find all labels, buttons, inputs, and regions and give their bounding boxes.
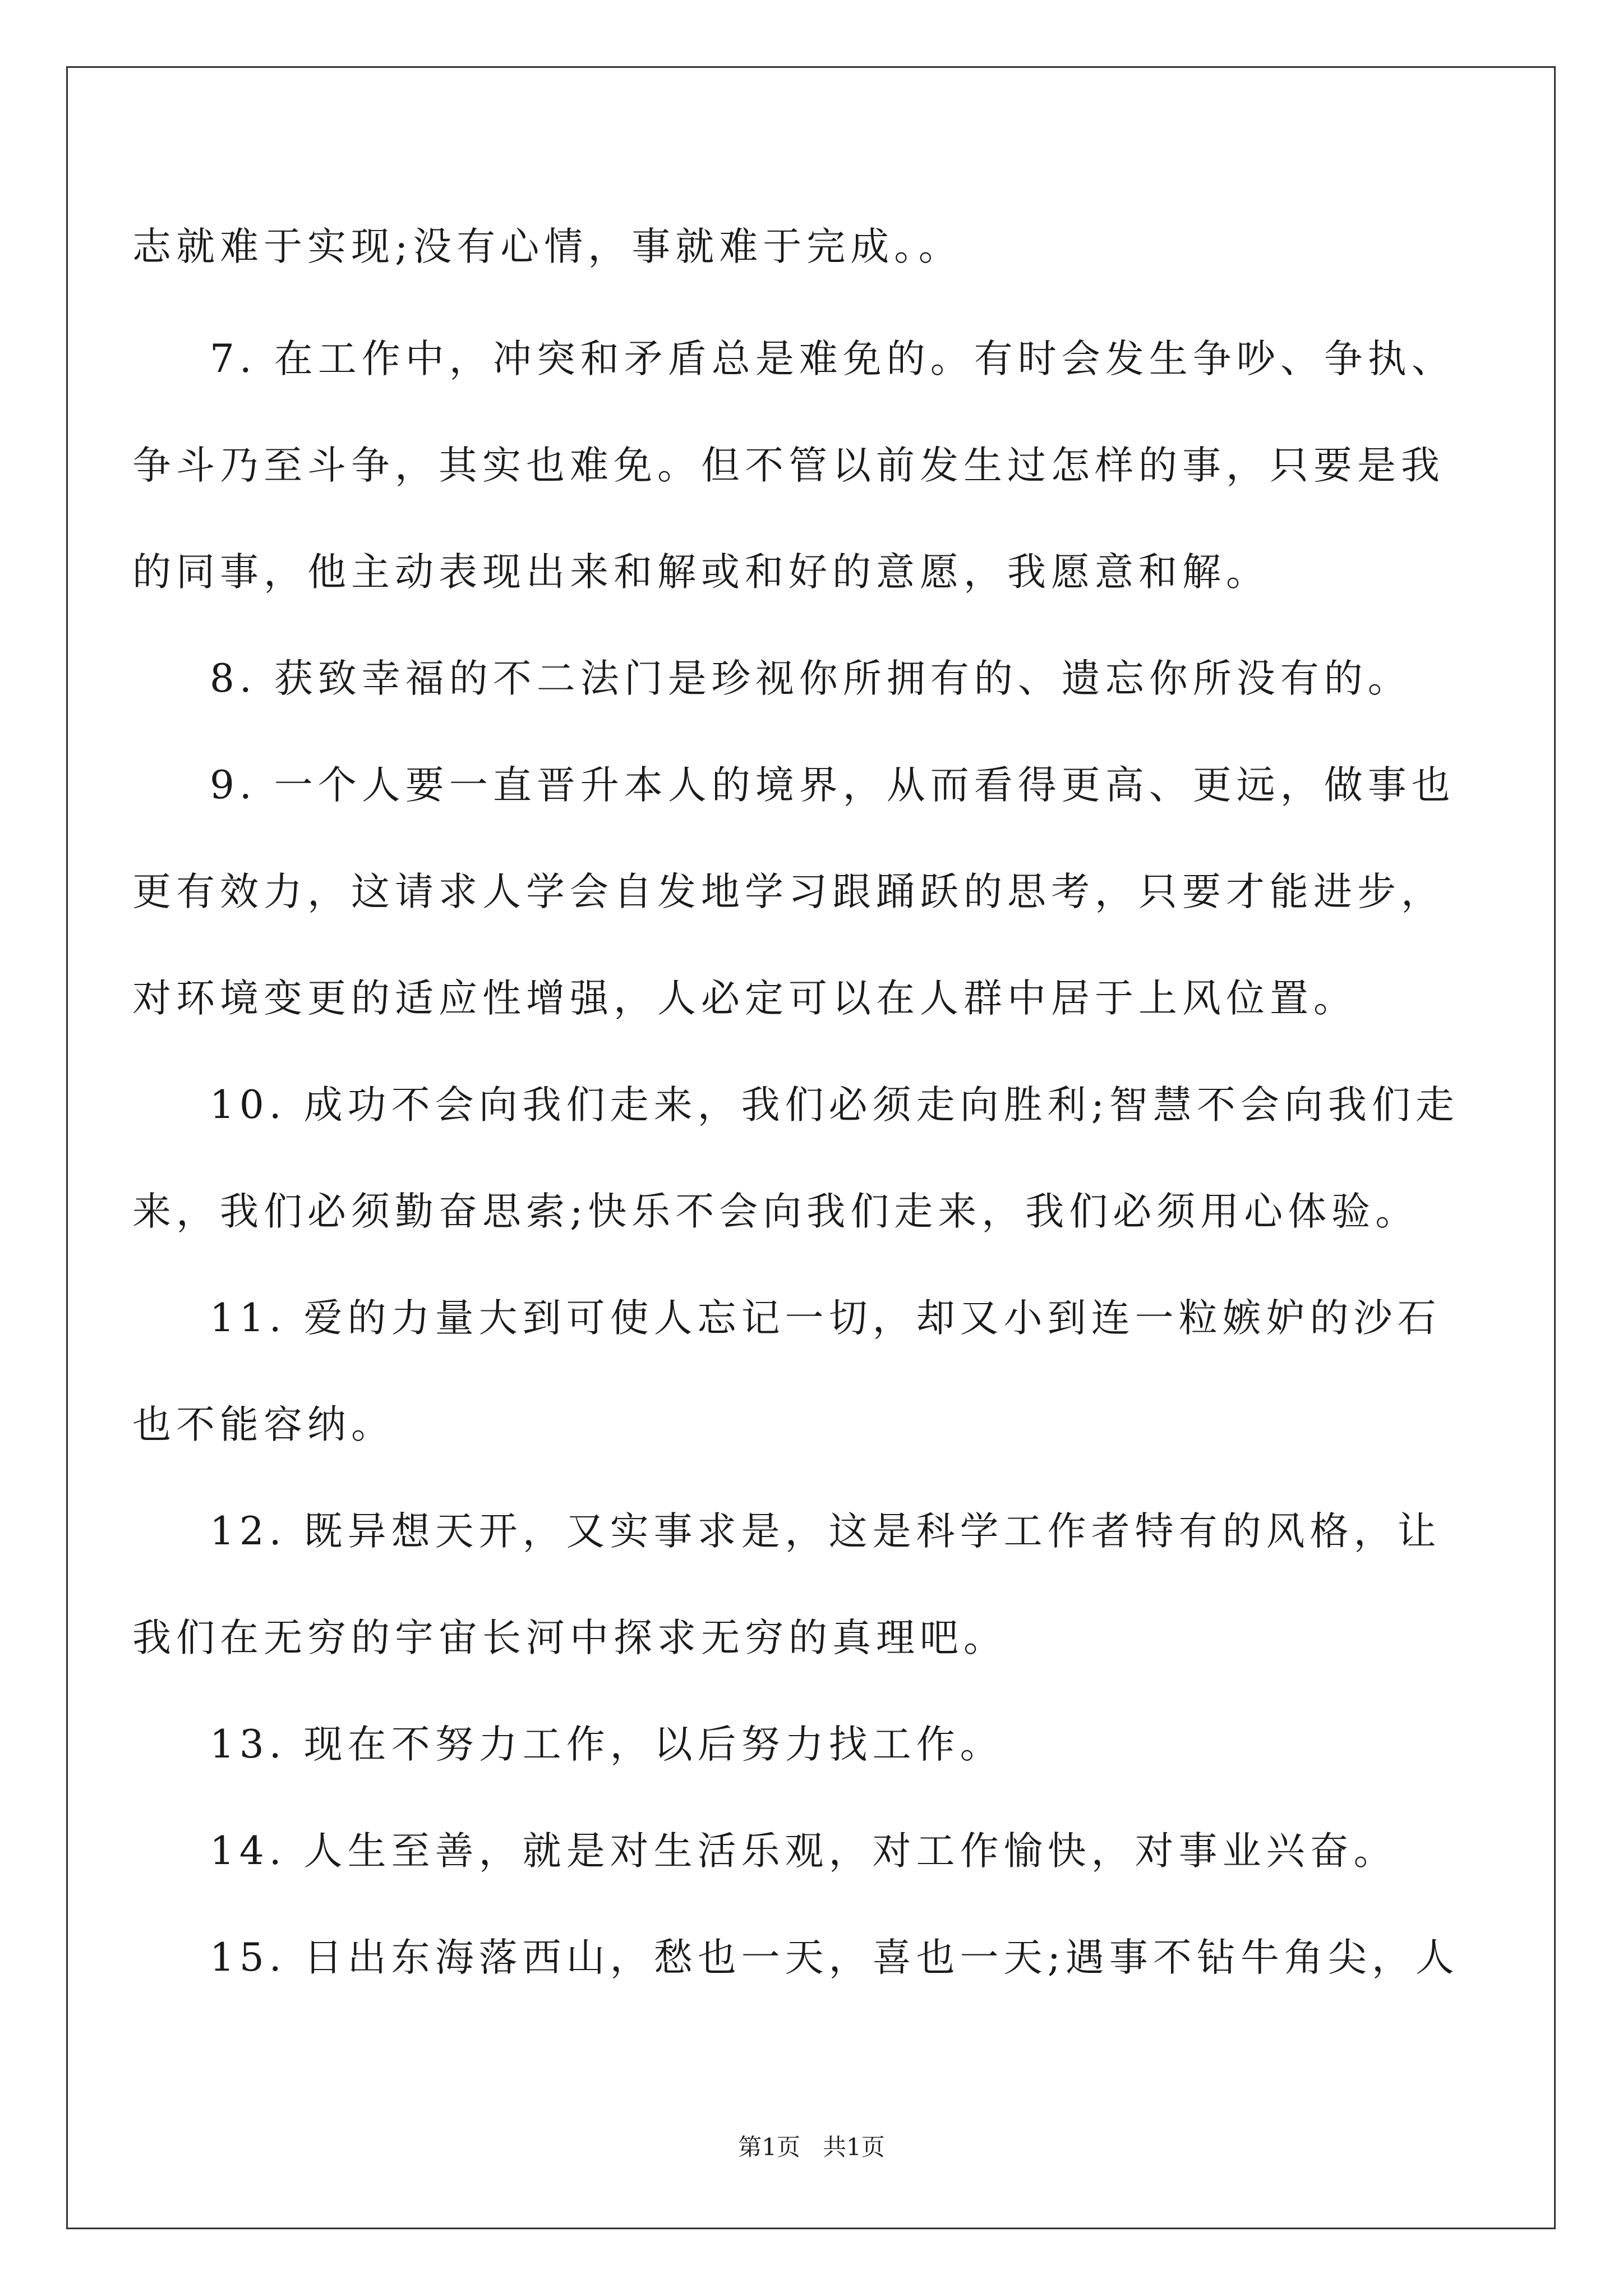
list-item-15: 15. 日出东海落西山，愁也一天，喜也一天;遇事不钻牛角尖，人 [210,1935,1459,1980]
list-item-13: 13. 现在不努力工作，以后努力找工作。 [210,1722,1004,1767]
page-border [66,66,1556,2229]
list-item-9: 9. 一个人要一直晋升本人的境界，从而看得更高、更远，做事也 [210,763,1455,808]
list-item-11: 11. 爱的力量大到可使人忘记一切，却又小到连一粒嫉妒的沙石 [210,1296,1441,1341]
list-item-14: 14. 人生至善，就是对生活乐观，对工作愉快，对事业兴奋。 [210,1829,1398,1874]
text-line: 我们在无穷的宇宙长河中探求无穷的真理吧。 [132,1616,1007,1660]
text-line: 的同事，他主动表现出来和解或和好的意愿，我愿意和解。 [132,550,1270,595]
list-item-7: 7. 在工作中，冲突和矛盾总是难免的。有时会发生争吵、争执、 [210,337,1455,381]
list-item-8: 8. 获致幸福的不二法门是珍视你所拥有的、遗忘你所没有的。 [210,656,1412,701]
text-line: 更有效力，这请求人学会自发地学习跟踊跃的思考，只要才能进步， [132,869,1445,914]
text-line: 争斗乃至斗争，其实也难免。但不管以前发生过怎样的事，只要是我 [132,443,1445,488]
text-line: 对环境变更的适应性增强，人必定可以在人群中居于上风位置。 [132,976,1357,1021]
text-line: 来，我们必须勤奋思索;快乐不会向我们走来，我们必须用心体验。 [132,1189,1419,1234]
text-line: 也不能容纳。 [132,1402,395,1447]
list-item-12: 12. 既异想天开，又实事求是，这是科学工作者特有的风格，让 [210,1509,1441,1554]
page-number-footer: 第1页 共1页 [738,2133,885,2161]
text-line: 志就难于实现;没有心情，事就难于完成。。 [132,224,962,269]
list-item-10: 10. 成功不会向我们走来，我们必须走向胜利;智慧不会向我们走 [210,1083,1459,1128]
